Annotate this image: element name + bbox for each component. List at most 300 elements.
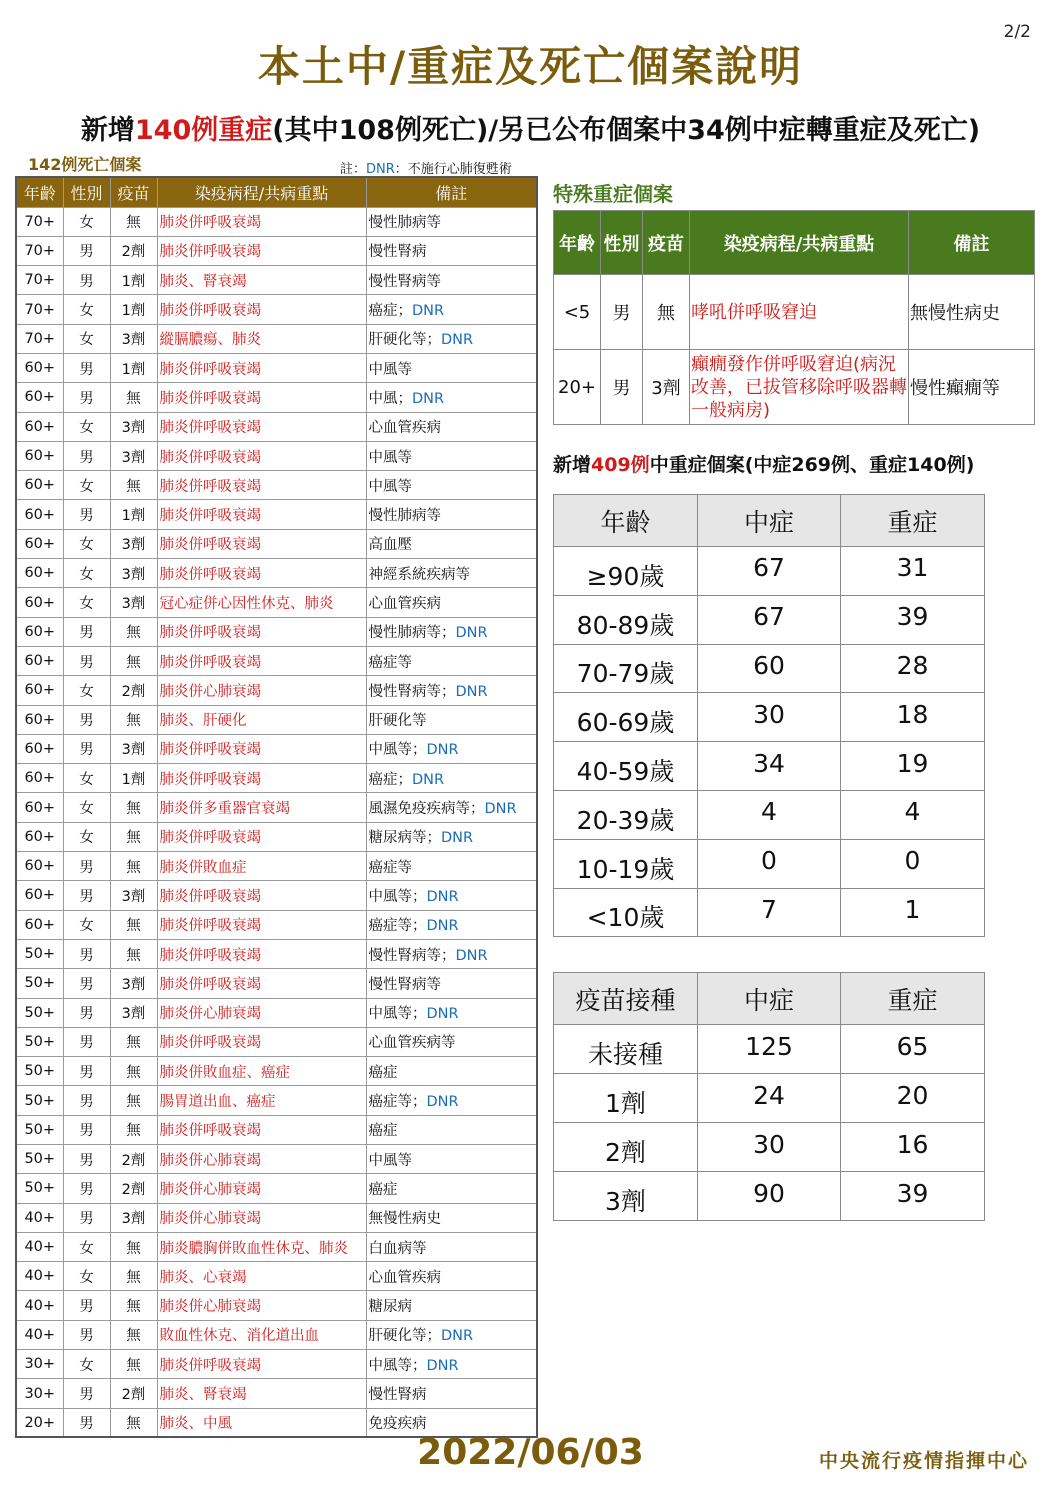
table-row: [16, 1232, 537, 1261]
table-row: [16, 383, 537, 412]
death-course: 肺炎併敗血症: [157, 852, 366, 881]
death-course: 肺炎併心肺衰竭: [157, 1203, 366, 1232]
death-course: 肺炎併多重器官衰竭: [157, 793, 366, 822]
page-number: 2/2: [1003, 22, 1031, 42]
age-row-moderate: 67: [698, 595, 841, 644]
deaths-table-body: [16, 207, 537, 1437]
death-note-text: 心血管疾病: [368, 1269, 441, 1286]
death-age: 60+: [16, 822, 63, 851]
age-header-severe: 重症: [841, 495, 985, 547]
death-note-dnr: DNR: [412, 771, 445, 788]
death-vaccine: 無: [110, 617, 157, 646]
death-note: [366, 500, 537, 529]
table-row: [554, 888, 985, 937]
new-caption-rest: 中重症個案(中症269例、重症140例): [649, 454, 975, 476]
table-row: [16, 588, 537, 617]
death-vaccine: 無: [110, 1350, 157, 1379]
death-sex: 女: [63, 412, 110, 441]
age-row-moderate: 4: [698, 790, 841, 839]
table-row: [16, 441, 537, 470]
death-vaccine: 無: [110, 471, 157, 500]
death-course: 肺炎併呼吸衰竭: [157, 500, 366, 529]
death-vaccine: 3劑: [110, 441, 157, 470]
death-vaccine: 1劑: [110, 295, 157, 324]
death-note: [366, 969, 537, 998]
death-note: [366, 529, 537, 558]
page-subtitle: [0, 108, 1061, 147]
death-vaccine: 3劑: [110, 1203, 157, 1232]
vaccine-table-body: [554, 1025, 985, 1221]
table-row: [16, 412, 537, 441]
table-row: [16, 324, 537, 353]
death-course: 肺炎、肝硬化: [157, 705, 366, 734]
age-row-label: 40-59歲: [554, 742, 698, 791]
table-row: [16, 1027, 537, 1056]
death-sex: 男: [63, 646, 110, 675]
death-note-text: 心血管疾病: [368, 420, 441, 437]
table-row: [16, 1262, 537, 1291]
death-age: 60+: [16, 529, 63, 558]
death-note: [366, 646, 537, 675]
death-sex: 女: [63, 295, 110, 324]
death-note: [366, 236, 537, 265]
vaccine-header-row: [554, 973, 985, 1025]
death-sex: 女: [63, 471, 110, 500]
death-note-dnr: DNR: [426, 1357, 459, 1374]
death-course: 肺炎併呼吸衰竭: [157, 881, 366, 910]
death-vaccine: 3劑: [110, 412, 157, 441]
death-note-dnr: DNR: [426, 1006, 459, 1023]
vaccine-header-severe: 重症: [841, 973, 985, 1025]
death-vaccine: 無: [110, 910, 157, 939]
table-row: [16, 353, 537, 382]
death-sex: 男: [63, 1203, 110, 1232]
death-note: [366, 764, 537, 793]
death-age: 20+: [16, 1408, 63, 1437]
death-age: 60+: [16, 471, 63, 500]
death-sex: 女: [63, 324, 110, 353]
death-note-text: 慢性腎病等；: [368, 683, 456, 700]
death-age: 40+: [16, 1203, 63, 1232]
death-sex: 女: [63, 764, 110, 793]
death-note: [366, 852, 537, 881]
death-vaccine: 無: [110, 1408, 157, 1437]
table-row: [16, 969, 537, 998]
death-age: 60+: [16, 734, 63, 763]
death-note-text: 慢性腎病等: [368, 976, 441, 993]
death-sex: 男: [63, 734, 110, 763]
death-note: [366, 1174, 537, 1203]
vaccine-row-label: 未接種: [554, 1025, 698, 1074]
death-sex: 女: [63, 822, 110, 851]
new-caption-highlight: 409例: [591, 454, 650, 476]
death-note-text: 中風；: [368, 390, 412, 407]
death-age: 70+: [16, 266, 63, 295]
age-row-moderate: 0: [698, 839, 841, 888]
death-vaccine: 3劑: [110, 559, 157, 588]
death-note: [366, 559, 537, 588]
death-vaccine: 2劑: [110, 236, 157, 265]
death-course: 肺炎併呼吸衰竭: [157, 617, 366, 646]
death-vaccine: 無: [110, 1262, 157, 1291]
age-row-label: 80-89歲: [554, 595, 698, 644]
vaccine-header-status: 疫苗接種: [554, 973, 698, 1025]
table-row: [554, 1074, 985, 1123]
death-age: 40+: [16, 1291, 63, 1320]
table-row: [16, 881, 537, 910]
table-row: [554, 1025, 985, 1074]
death-note: [366, 295, 537, 324]
death-course: 肺炎併呼吸衰竭: [157, 1027, 366, 1056]
death-note-dnr: DNR: [455, 683, 488, 700]
age-row-label: 20-39歲: [554, 790, 698, 839]
death-note-dnr: DNR: [426, 742, 459, 759]
age-row-severe: 4: [841, 790, 985, 839]
table-row: [16, 471, 537, 500]
death-age: 50+: [16, 1145, 63, 1174]
special-note: 無慢性病史: [909, 275, 1035, 350]
death-sex: 男: [63, 1291, 110, 1320]
table-row: [16, 910, 537, 939]
death-vaccine: 1劑: [110, 500, 157, 529]
special-course: 癲癇發作併呼吸窘迫(病況改善，已拔管移除呼吸器轉一般病房): [690, 350, 909, 425]
death-course: 肺炎、中風: [157, 1408, 366, 1437]
vaccine-row-severe: 20: [841, 1074, 985, 1123]
age-header-moderate: 中症: [698, 495, 841, 547]
death-age: 50+: [16, 1027, 63, 1056]
death-note-text: 中風等；: [368, 742, 427, 759]
table-row: [16, 1291, 537, 1320]
death-course: 肺炎併呼吸衰竭: [157, 412, 366, 441]
table-row: [16, 793, 537, 822]
death-vaccine: 3劑: [110, 969, 157, 998]
death-note-text: 肝硬化等: [368, 713, 427, 730]
death-note-text: 中風等: [368, 361, 412, 378]
death-course: 肺炎、心衰竭: [157, 1262, 366, 1291]
death-sex: 男: [63, 998, 110, 1027]
table-row: [554, 693, 985, 742]
vaccine-row-severe: 16: [841, 1123, 985, 1172]
death-note: [366, 705, 537, 734]
age-row-moderate: 7: [698, 888, 841, 937]
death-sex: 男: [63, 353, 110, 382]
death-course: 肺炎併心肺衰竭: [157, 1145, 366, 1174]
subtitle-prefix: 新增: [80, 115, 135, 146]
death-note-text: 慢性肺病等；: [368, 625, 456, 642]
death-course: 肺炎併呼吸衰竭: [157, 1350, 366, 1379]
death-note: [366, 1086, 537, 1115]
death-note-text: 慢性腎病: [368, 1387, 427, 1404]
death-note-text: 慢性肺病等: [368, 215, 441, 232]
death-note: [366, 412, 537, 441]
vaccine-row-label: 2劑: [554, 1123, 698, 1172]
death-vaccine: 無: [110, 207, 157, 236]
new-cases-caption: [553, 450, 974, 477]
death-note-text: 中風等；: [368, 1357, 427, 1374]
age-row-severe: 19: [841, 742, 985, 791]
death-age: 50+: [16, 1115, 63, 1144]
table-row: [16, 1174, 537, 1203]
death-course: 肺炎、腎衰竭: [157, 1379, 366, 1408]
death-note: [366, 1320, 537, 1349]
death-sex: 男: [63, 266, 110, 295]
death-age: 60+: [16, 910, 63, 939]
table-row: [554, 644, 985, 693]
death-sex: 男: [63, 1320, 110, 1349]
vaccine-row-severe: 65: [841, 1025, 985, 1074]
death-note: [366, 471, 537, 500]
new-caption-prefix: 新增: [553, 454, 592, 476]
death-vaccine: 無: [110, 646, 157, 675]
death-note-dnr: DNR: [484, 801, 517, 818]
age-row-severe: 0: [841, 839, 985, 888]
table-row: [554, 350, 1035, 425]
table-row: [16, 705, 537, 734]
death-age: 60+: [16, 353, 63, 382]
death-vaccine: 3劑: [110, 588, 157, 617]
report-date: 2022/06/03: [417, 1432, 644, 1473]
table-row: [16, 734, 537, 763]
death-note-text: 心血管疾病: [368, 596, 441, 612]
death-note-text: 無慢性病史: [368, 1211, 441, 1228]
age-row-label: 10-19歲: [554, 839, 698, 888]
death-course: 縱膈膿瘍、肺炎: [157, 324, 366, 353]
deaths-header-row: [16, 177, 537, 207]
death-note: [366, 1057, 537, 1086]
death-note: [366, 617, 537, 646]
death-note: [366, 676, 537, 705]
special-age: <5: [554, 275, 601, 350]
age-row-label: ≥90歲: [554, 547, 698, 596]
death-vaccine: 無: [110, 793, 157, 822]
deaths-header-note: 備註: [366, 177, 537, 207]
death-note-text: 慢性腎病等；: [368, 947, 456, 964]
death-note-text: 心血管疾病等: [368, 1035, 456, 1052]
deaths-header-course: 染疫病程/共病重點: [157, 177, 366, 207]
death-age: 60+: [16, 676, 63, 705]
death-course: 肺炎併呼吸衰竭: [157, 383, 366, 412]
death-note-dnr: DNR: [455, 947, 488, 964]
death-note: [366, 998, 537, 1027]
table-row: [16, 500, 537, 529]
special-header-row: [554, 211, 1035, 275]
death-course: 肺炎併呼吸衰竭: [157, 910, 366, 939]
death-note-text: 風濕免疫疾病等；: [368, 801, 485, 818]
death-age: 40+: [16, 1232, 63, 1261]
death-note: [366, 939, 537, 968]
death-note: [366, 1203, 537, 1232]
death-sex: 男: [63, 383, 110, 412]
table-row: [16, 1203, 537, 1232]
death-note: [366, 383, 537, 412]
death-sex: 女: [63, 207, 110, 236]
death-age: 60+: [16, 617, 63, 646]
age-row-moderate: 67: [698, 547, 841, 596]
death-note-text: 肝硬化等；: [368, 332, 441, 349]
death-vaccine: 3劑: [110, 881, 157, 910]
death-note-dnr: DNR: [441, 332, 474, 349]
death-note-text: 癌症等；: [368, 1094, 427, 1111]
death-note-text: 癌症等: [368, 654, 412, 671]
death-note: [366, 1291, 537, 1320]
table-row: [554, 1123, 985, 1172]
death-note: [366, 734, 537, 763]
death-course: 肺炎、腎衰竭: [157, 266, 366, 295]
death-note-text: 癌症: [368, 1123, 398, 1140]
death-note-text: 糖尿病等；: [368, 830, 441, 847]
death-vaccine: 無: [110, 1027, 157, 1056]
table-row: [16, 1086, 537, 1115]
special-cases-table: [553, 210, 1035, 425]
special-header-age: 年齡: [554, 211, 601, 275]
death-vaccine: 無: [110, 705, 157, 734]
death-course: 肺炎併敗血症、癌症: [157, 1057, 366, 1086]
death-sex: 男: [63, 1086, 110, 1115]
table-row: [16, 646, 537, 675]
death-course: 肺炎併呼吸衰竭: [157, 529, 366, 558]
death-vaccine: 無: [110, 1057, 157, 1086]
death-sex: 男: [63, 1145, 110, 1174]
organization-name: 中央流行疫情指揮中心: [818, 1450, 1029, 1472]
death-course: 肺炎併呼吸衰竭: [157, 471, 366, 500]
deaths-header-vaccine: 疫苗: [110, 177, 157, 207]
death-age: 60+: [16, 764, 63, 793]
death-vaccine: 無: [110, 822, 157, 851]
death-vaccine: 無: [110, 1115, 157, 1144]
death-sex: 男: [63, 705, 110, 734]
death-age: 50+: [16, 1057, 63, 1086]
death-vaccine: 1劑: [110, 764, 157, 793]
death-age: 50+: [16, 939, 63, 968]
death-vaccine: 2劑: [110, 1145, 157, 1174]
death-age: 50+: [16, 998, 63, 1027]
death-note: [366, 1115, 537, 1144]
vaccine-row-moderate: 24: [698, 1074, 841, 1123]
age-row-moderate: 34: [698, 742, 841, 791]
death-vaccine: 3劑: [110, 998, 157, 1027]
death-note-dnr: DNR: [426, 1094, 459, 1111]
special-vaccine: 無: [643, 275, 690, 350]
death-note-text: 中風等: [368, 449, 412, 466]
table-row: [16, 1350, 537, 1379]
table-row: [16, 1145, 537, 1174]
death-vaccine: 1劑: [110, 266, 157, 295]
death-vaccine: 3劑: [110, 324, 157, 353]
death-sex: 男: [63, 1057, 110, 1086]
vaccine-row-label: 3劑: [554, 1172, 698, 1221]
death-note: [366, 1232, 537, 1261]
death-sex: 女: [63, 1232, 110, 1261]
death-note-text: 免疫疾病: [368, 1416, 427, 1433]
age-row-label: 70-79歲: [554, 644, 698, 693]
table-row: [16, 1379, 537, 1408]
death-note-text: 中風等: [368, 478, 412, 495]
death-age: 50+: [16, 969, 63, 998]
death-sex: 男: [63, 1379, 110, 1408]
table-row: [16, 236, 537, 265]
death-age: 30+: [16, 1379, 63, 1408]
dnr-note-term: DNR: [366, 162, 395, 177]
death-sex: 女: [63, 1350, 110, 1379]
death-sex: 男: [63, 617, 110, 646]
death-note-text: 中風等: [368, 1152, 412, 1169]
special-caption: 特殊重症個案: [553, 182, 673, 206]
death-age: 60+: [16, 441, 63, 470]
death-note-text: 神經系統疾病等: [368, 566, 470, 583]
vaccine-row-label: 1劑: [554, 1074, 698, 1123]
death-note: [366, 324, 537, 353]
death-age: 60+: [16, 793, 63, 822]
death-note-text: 白血病等: [368, 1240, 427, 1257]
death-course: 肺炎併呼吸衰竭: [157, 295, 366, 324]
table-row: [16, 207, 537, 236]
age-row-severe: 39: [841, 595, 985, 644]
death-course: 肺炎併呼吸衰竭: [157, 441, 366, 470]
death-course: 肺炎併呼吸衰竭: [157, 822, 366, 851]
death-vaccine: 1劑: [110, 353, 157, 382]
death-sex: 女: [63, 793, 110, 822]
subtitle-rest: (其中108例死亡)/另已公布個案中34例中症轉重症及死亡): [272, 115, 981, 146]
death-course: 腸胃道出血、癌症: [157, 1086, 366, 1115]
death-course: 肺炎併呼吸衰竭: [157, 1115, 366, 1144]
death-note-text: 中風等；: [368, 1006, 427, 1023]
age-table-body: [554, 547, 985, 937]
table-row: [16, 529, 537, 558]
death-sex: 女: [63, 529, 110, 558]
death-age: 40+: [16, 1320, 63, 1349]
death-vaccine: 3劑: [110, 529, 157, 558]
death-sex: 男: [63, 939, 110, 968]
death-course: 肺炎併呼吸衰竭: [157, 646, 366, 675]
death-age: 60+: [16, 588, 63, 617]
vaccine-row-moderate: 90: [698, 1172, 841, 1221]
special-sex: 男: [601, 350, 643, 425]
age-header-row: [554, 495, 985, 547]
death-sex: 男: [63, 969, 110, 998]
age-header-age: 年齡: [554, 495, 698, 547]
death-note-text: 癌症: [368, 1181, 398, 1198]
death-vaccine: 2劑: [110, 1379, 157, 1408]
death-note: [366, 793, 537, 822]
death-note-text: 糖尿病: [368, 1299, 412, 1316]
death-age: 60+: [16, 412, 63, 441]
table-row: [16, 617, 537, 646]
table-row: [554, 595, 985, 644]
table-row: [16, 1057, 537, 1086]
death-note-text: 肝硬化等；: [368, 1328, 441, 1345]
death-vaccine: 無: [110, 1320, 157, 1349]
death-age: 70+: [16, 236, 63, 265]
death-course: 肺炎併呼吸衰竭: [157, 764, 366, 793]
death-note-text: 癌症: [368, 1064, 398, 1081]
death-note: [366, 1145, 537, 1174]
death-sex: 男: [63, 236, 110, 265]
subtitle-highlight: 140例重症: [134, 115, 273, 146]
death-course: 肺炎併心肺衰竭: [157, 1291, 366, 1320]
special-note: 慢性癲癇等: [909, 350, 1035, 425]
death-age: 30+: [16, 1350, 63, 1379]
table-row: [16, 559, 537, 588]
death-vaccine: 無: [110, 852, 157, 881]
table-row: [16, 1320, 537, 1349]
death-note-text: 癌症；: [368, 771, 412, 788]
death-course: 肺炎併呼吸衰竭: [157, 353, 366, 382]
age-row-moderate: 30: [698, 693, 841, 742]
vaccine-row-moderate: 30: [698, 1123, 841, 1172]
death-vaccine: 3劑: [110, 734, 157, 763]
death-course: 肺炎併心肺衰竭: [157, 998, 366, 1027]
death-sex: 男: [63, 1408, 110, 1437]
